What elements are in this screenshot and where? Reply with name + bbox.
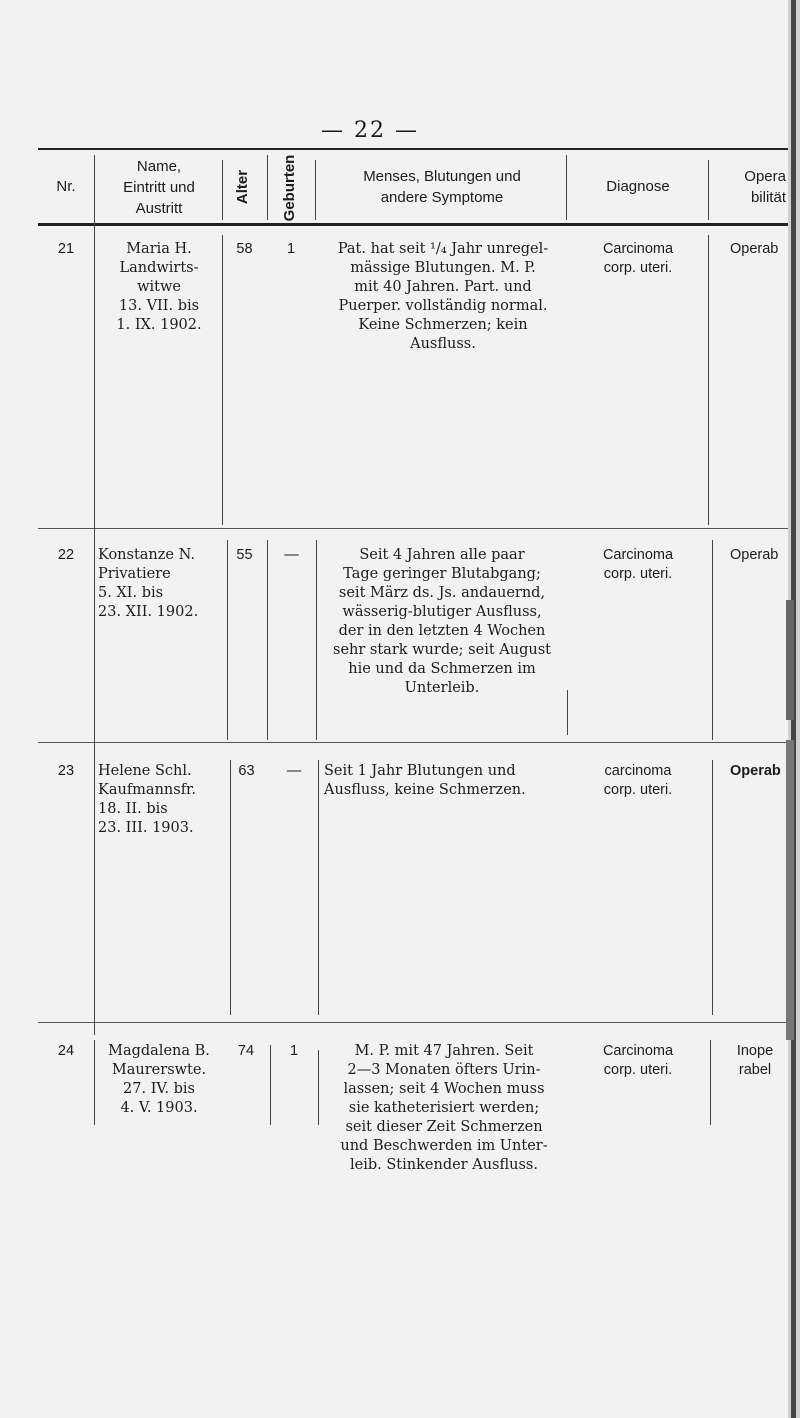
row-24-diagnose: Carcinoma corp. uteri.: [602, 1043, 674, 1078]
row-23-operabilitaet: Operab: [730, 763, 781, 779]
row-divider: [38, 742, 790, 743]
header-bottom-rule: [38, 223, 790, 226]
row-21-name: Maria H. Landwirts- witwe 13. VII. bis 1. IX. 1902.: [116, 241, 202, 333]
row-divider: [38, 1022, 790, 1023]
row-22-diagnose: Carcinoma corp. uteri.: [602, 547, 674, 582]
column-divider: [318, 760, 319, 1015]
header-name: Name, Eintritt und Austritt: [123, 158, 195, 217]
row-22-name: Konstanze N. Privatiere 5. XI. bis 23. XII. 1902.: [98, 547, 199, 620]
column-divider: [222, 235, 223, 525]
row-21-operabilitaet: Operab: [730, 241, 779, 257]
table-top-rule: [38, 148, 790, 150]
page-edge-mark: [786, 600, 794, 720]
column-divider: [227, 540, 228, 740]
row-24-operabilitaet: Inope rabel: [736, 1043, 774, 1078]
row-22-geburten: —: [284, 547, 299, 563]
column-divider: [315, 160, 316, 220]
row-22-nr: 22: [57, 547, 75, 563]
row-23-geburten: —: [286, 763, 302, 779]
column-divider: [708, 235, 709, 525]
column-divider: [267, 540, 268, 740]
column-divider: [94, 155, 95, 1035]
column-divider: [316, 540, 317, 740]
column-divider: [222, 160, 223, 220]
page-edge-mark: [786, 740, 794, 1040]
column-divider: [708, 160, 709, 220]
header-geburten: Geburten: [281, 154, 298, 222]
header-symptome: Menses, Blutungen und andere Symptome: [363, 168, 521, 206]
row-22-alter: 55: [236, 547, 253, 563]
row-24-nr: 24: [57, 1043, 75, 1059]
row-21-geburten: 1: [286, 241, 296, 257]
column-divider: [712, 540, 713, 740]
row-24-geburten: 1: [289, 1043, 299, 1059]
column-divider: [230, 760, 231, 1015]
column-divider: [567, 690, 568, 735]
row-24-symptome: M. P. mit 47 Jahren. Seit 2—3 Monaten öfters Urin- lassen; seit 4 Wochen muss sie katheterisiert werden; seit dieser Zeit Schmerzen und Beschwerden im Unter- leib. Stinkender Ausfluss.: [340, 1043, 548, 1173]
header-alter: Alter: [234, 169, 251, 205]
row-22-operabilitaet: Operab: [730, 547, 779, 563]
column-divider: [712, 760, 713, 1015]
header-nr: Nr.: [56, 178, 76, 195]
row-23-alter: 63: [238, 763, 255, 779]
column-divider: [267, 155, 268, 220]
row-23-nr: 23: [57, 763, 75, 779]
row-21-alter: 58: [236, 241, 253, 257]
header-diagnose: Diagnose: [606, 178, 670, 195]
column-divider: [710, 1040, 711, 1125]
page-number: — 22 —: [321, 118, 419, 143]
row-21-nr: 21: [57, 241, 75, 257]
column-divider: [94, 1040, 95, 1125]
column-divider: [318, 1050, 319, 1125]
row-21-diagnose: Carcinoma corp. uteri.: [602, 241, 674, 276]
row-23-symptome: Seit 1 Jahr Blutungen und Ausfluss, keine Schmerzen.: [324, 763, 526, 798]
row-24-name: Magdalena B. Maurerswte. 27. IV. bis 4. V. 1903.: [108, 1043, 210, 1116]
row-23-diagnose: carcinoma corp. uteri.: [603, 763, 673, 798]
header-operabilitaet: Opera bilität: [744, 168, 786, 206]
column-divider: [566, 155, 567, 220]
row-24-alter: 74: [237, 1043, 255, 1059]
row-21-symptome: Pat. hat seit ¹/₄ Jahr unregel- mässige Blutungen. M. P. mit 40 Jahren. Part. und Puerper. vollständig normal. Keine Schmerzen; kein Ausfluss.: [337, 241, 549, 352]
row-divider: [38, 528, 790, 529]
row-22-symptome: Seit 4 Jahren alle paar Tage geringer Blutabgang; seit März ds. Js. andauernd, wässerig-blutiger Ausfluss, der in den letzten 4 Wochen sehr stark wurde; seit August hie und da Schmerzen im Unterleib.: [333, 547, 551, 696]
row-23-name: Helene Schl. Kaufmannsfr. 18. II. bis 23. III. 1903.: [98, 763, 197, 836]
